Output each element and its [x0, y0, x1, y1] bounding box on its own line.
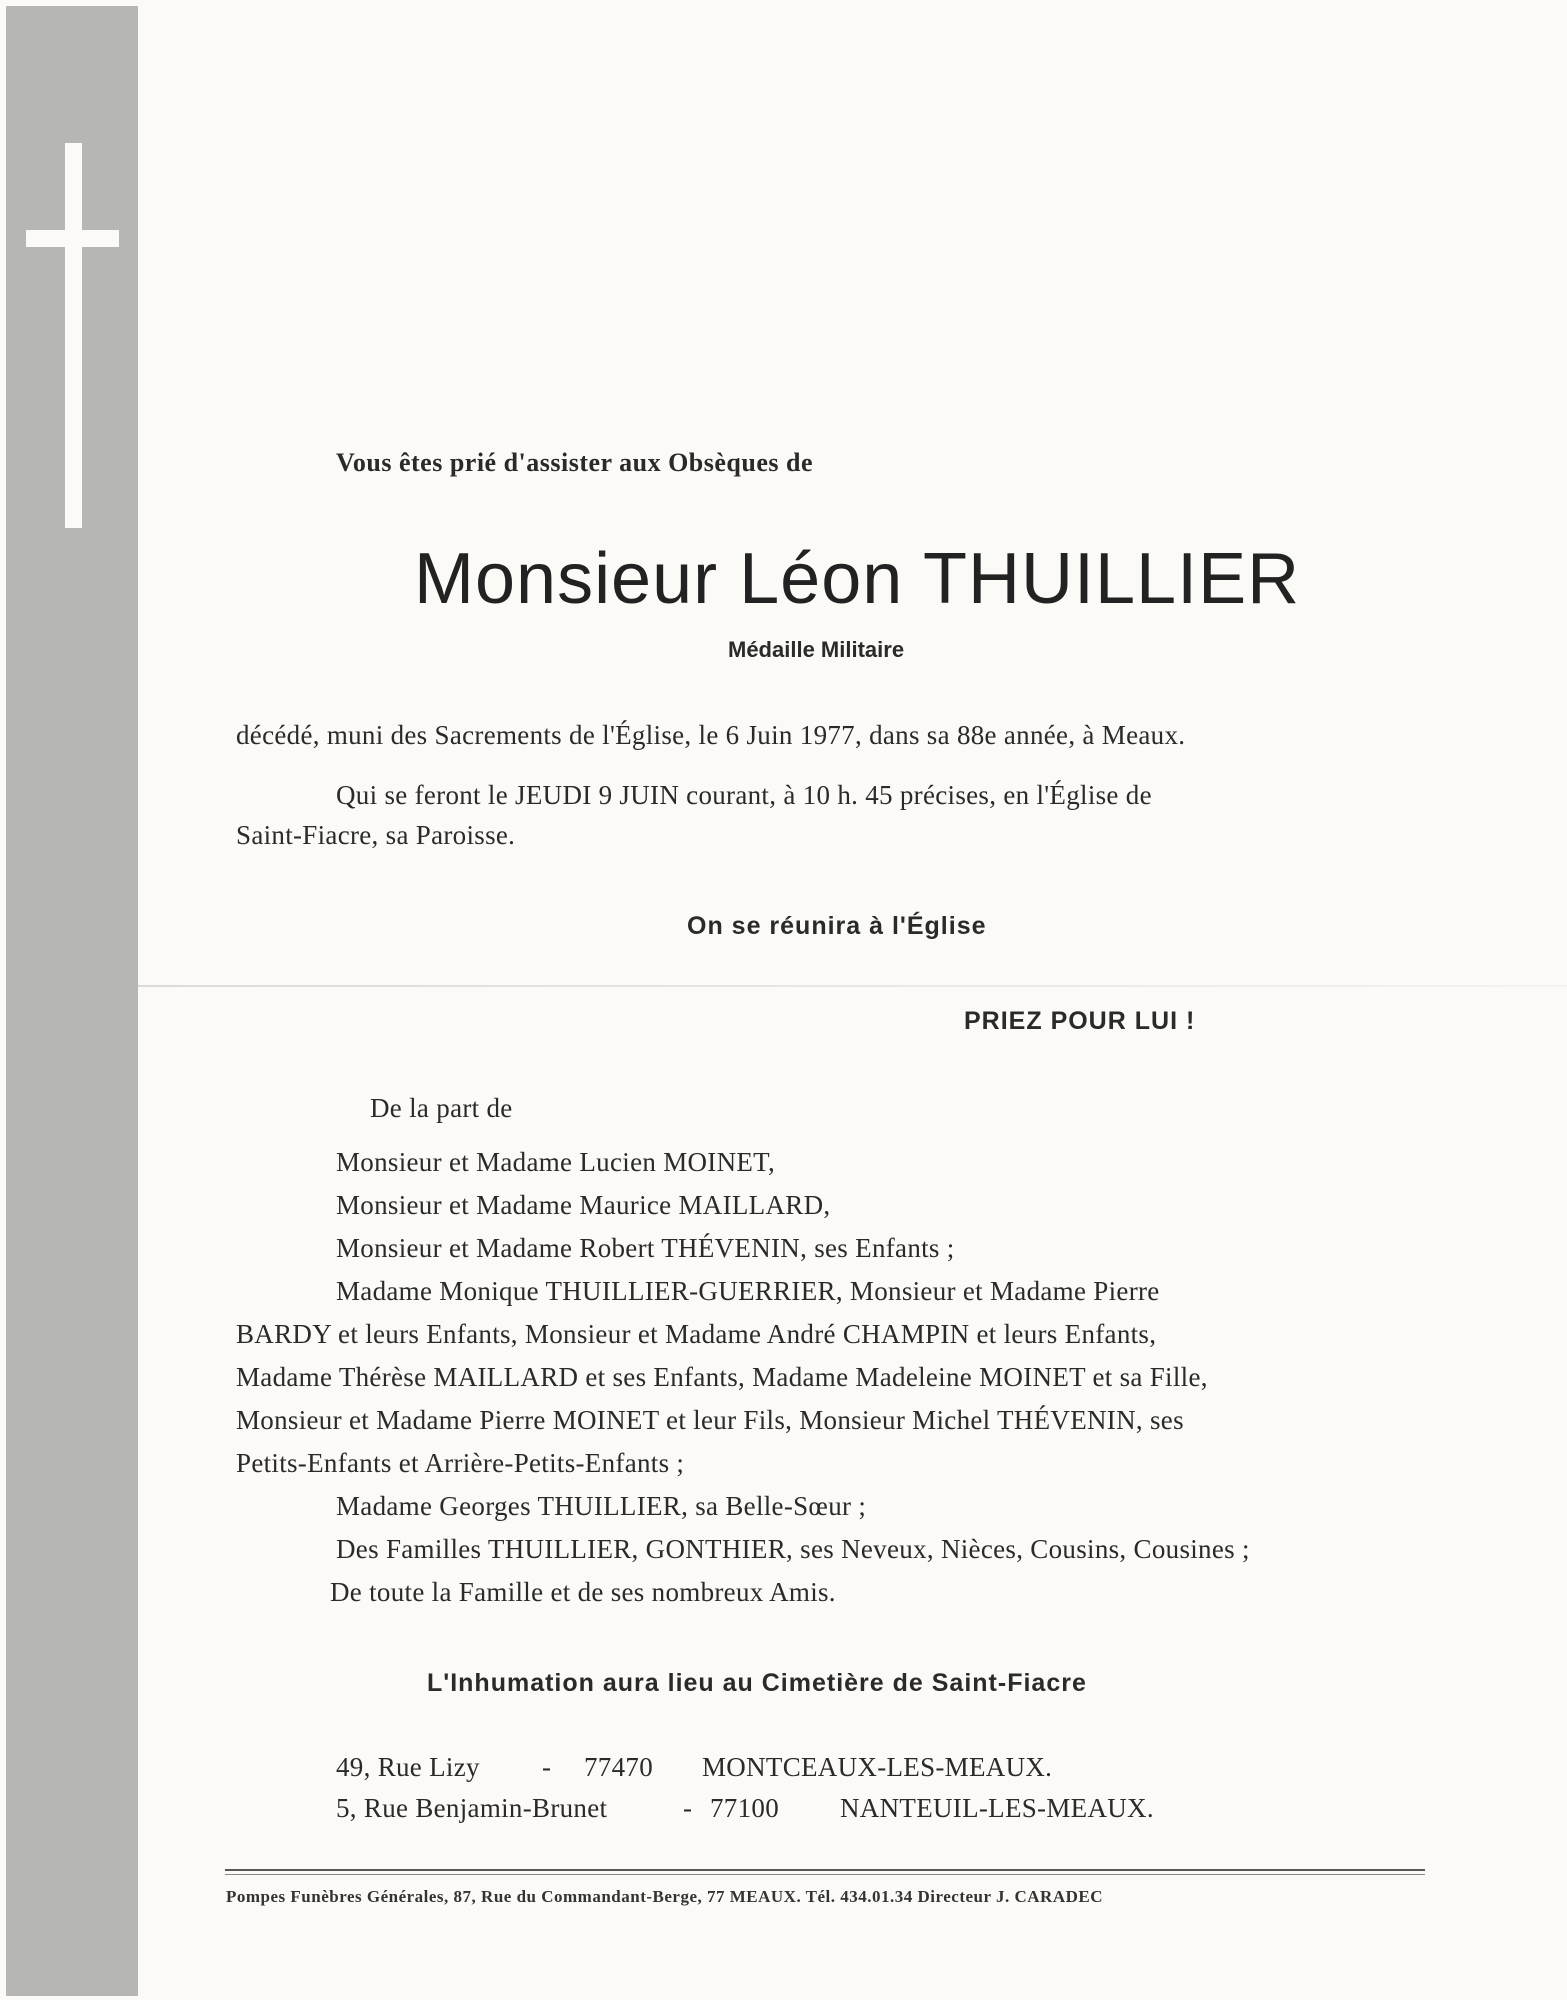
family-line: Monsieur et Madame Pierre MOINET et leur Fils, Monsieur Michel THÉVENIN, ses [236, 1405, 1184, 1435]
prayer-line: PRIEZ POUR LUI ! [964, 1007, 1196, 1035]
family-line: Madame Monique THUILLIER-GUERRIER, Monsieur et Madame Pierre [336, 1276, 1160, 1306]
family-line: Des Familles THUILLIER, GONTHIER, ses Neveux, Nièces, Cousins, Cousines ; [336, 1534, 1250, 1564]
address-postcode: 77100 [710, 1793, 779, 1823]
address-separator: - [542, 1752, 552, 1782]
invitation-line: Vous êtes prié d'assister aux Obsèques de [336, 448, 813, 477]
gathering-note: On se réunira à l'Église [687, 912, 987, 940]
address-separator: - [683, 1793, 693, 1823]
ceremony-line-continued: Saint-Fiacre, sa Paroisse. [236, 820, 516, 850]
burial-note: L'Inhumation aura lieu au Cimetière de Saint-Fiacre [427, 1669, 1087, 1697]
address-city: MONTCEAUX-LES-MEAUX. [702, 1752, 1053, 1782]
family-line: Monsieur et Madame Lucien MOINET, [336, 1147, 776, 1177]
death-notice-line: décédé, muni des Sacrements de l'Église, le 6 Juin 1977, dans sa 88e année, à Meaux. [236, 720, 1186, 750]
deceased-name: Monsieur Léon THUILLIER [414, 539, 1301, 619]
family-line: Madame Thérèse MAILLARD et ses Enfants, Madame Madeleine MOINET et sa Fille, [236, 1362, 1208, 1392]
ceremony-line: Qui se feront le JEUDI 9 JUIN courant, à 10 h. 45 précises, en l'Église de [336, 780, 1152, 810]
cross-icon [65, 143, 82, 528]
family-line: Monsieur et Madame Maurice MAILLARD, [336, 1190, 831, 1220]
funeral-home-footer: Pompes Funèbres Générales, 87, Rue du Commandant-Berge, 77 MEAUX. Tél. 434.01.34 Directeur J. CARADEC [226, 1887, 1103, 1906]
footer-divider-thin [225, 1874, 1425, 1875]
address-city: NANTEUIL-LES-MEAUX. [840, 1793, 1154, 1823]
honor-title: Médaille Militaire [728, 637, 905, 662]
family-line: De toute la Famille et de ses nombreux Amis. [330, 1577, 836, 1607]
address-street: 5, Rue Benjamin-Brunet [336, 1793, 608, 1823]
family-line: Madame Georges THUILLIER, sa Belle-Sœur ; [336, 1491, 867, 1521]
cross-icon-bar [26, 230, 119, 247]
family-line: BARDY et leurs Enfants, Monsieur et Madame André CHAMPIN et leurs Enfants, [236, 1319, 1157, 1349]
address-street: 49, Rue Lizy [336, 1752, 480, 1782]
family-line: Monsieur et Madame Robert THÉVENIN, ses Enfants ; [336, 1233, 955, 1263]
paper-fold-line [138, 985, 1567, 987]
footer-divider [225, 1869, 1425, 1871]
family-line: Petits-Enfants et Arrière-Petits-Enfants ; [236, 1448, 685, 1478]
from-heading: De la part de [370, 1093, 513, 1123]
address-postcode: 77470 [584, 1752, 653, 1782]
